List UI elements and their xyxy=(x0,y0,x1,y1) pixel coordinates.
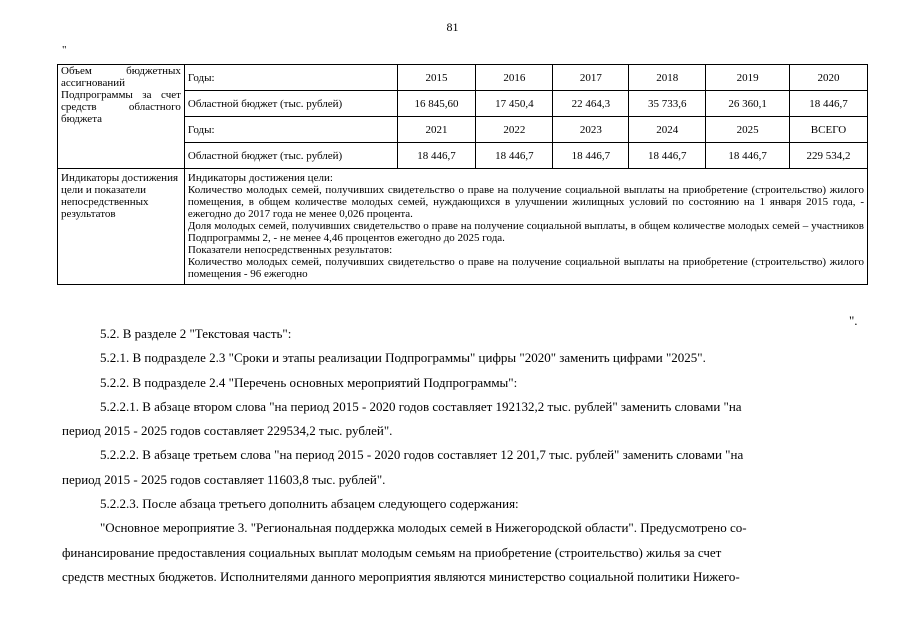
year-cell: 2024 xyxy=(629,117,706,143)
value-cell: 35 733,6 xyxy=(629,91,706,117)
value-cell: 18 446,7 xyxy=(706,143,790,169)
opening-quote-mark: " xyxy=(62,44,67,56)
paragraph: "Основное мероприятие 3. "Региональная поддержка молодых семей в Нижегородской области". Предусмотрено со- xyxy=(100,520,747,536)
amendment-text xyxy=(62,322,860,589)
year-cell: 2021 xyxy=(397,117,476,143)
year-cell: 2016 xyxy=(476,65,553,91)
budget-label-cell: Объем бюджетных ассигнований Подпрограммы за счет средств областного бюджета xyxy=(58,65,185,169)
value-cell: 18 446,7 xyxy=(397,143,476,169)
value-cell: 18 446,7 xyxy=(790,91,868,117)
results-heading: Показатели непосредственных результатов: xyxy=(187,244,393,256)
year-cell: 2018 xyxy=(629,65,706,91)
page-number: 81 xyxy=(446,20,459,34)
result-item: Количество молодых семей, получивших свидетельство о праве на получение социальной выплаты на приобретение (строительство) жилого помещения - 96 ежегодно xyxy=(187,256,864,280)
value-cell: 26 360,1 xyxy=(706,91,790,117)
value-cell: 22 464,3 xyxy=(553,91,629,117)
paragraph: 5.2.1. В подразделе 2.3 "Сроки и этапы реализации Подпрограммы" цифры "2020" заменить цифрами "2025". xyxy=(100,350,706,366)
year-cell: 2019 xyxy=(706,65,790,91)
paragraph: средств местных бюджетов. Исполнителями данного мероприятия являются министерство социальной политики Нижего- xyxy=(62,568,740,584)
years-row-1 xyxy=(58,65,868,91)
paragraph: период 2015 - 2025 годов составляет 11603,8 тыс. рублей". xyxy=(62,471,386,487)
value-cell: 17 450,4 xyxy=(476,91,553,117)
paragraph: 5.2.2.1. В абзаце втором слова "на период 2015 - 2020 годов составляет 192132,2 тыс. рублей" заменить словами "на xyxy=(100,398,742,414)
paragraph: 5.2.2.3. После абзаца третьего дополнить абзацем следующего содержания: xyxy=(100,496,519,512)
year-cell: 2017 xyxy=(553,65,629,91)
total-value-cell: 229 534,2 xyxy=(790,143,868,169)
indicators-label-cell: Индикаторы достижения цели и показатели непосредственных результатов xyxy=(58,169,185,285)
indicator-item: Количество молодых семей, получивших свидетельство о праве на получение социальной выплаты на приобретение (строительство) жилого помещения, в общем количестве молодых семей, нуждающихся в улучшении жилищных условий по состоянию на 1 января 2015 года, - ежегодно до 2017 года не менее 0,026 процента. xyxy=(187,184,864,220)
program-passport-table xyxy=(57,64,868,285)
year-cell: 2022 xyxy=(476,117,553,143)
year-cell: 2023 xyxy=(553,117,629,143)
paragraph: 5.2.2. В подразделе 2.4 "Перечень основных мероприятий Подпрограммы": xyxy=(100,374,518,390)
closing-quote-mark: ". xyxy=(849,313,858,328)
years-label: Годы: xyxy=(184,117,397,143)
year-cell: 2025 xyxy=(706,117,790,143)
indicators-text-cell xyxy=(184,169,867,285)
years-label: Годы: xyxy=(184,65,397,91)
paragraph: 5.2. В разделе 2 "Текстовая часть": xyxy=(100,326,292,341)
paragraph: финансирование предоставления социальных выплат молодым семьям на приобретение (строительство) жилья за счет xyxy=(62,544,722,560)
paragraph: период 2015 - 2025 годов составляет 229534,2 тыс. рублей". xyxy=(62,423,393,439)
value-cell: 16 845,60 xyxy=(397,91,476,117)
indicators-heading: Индикаторы достижения цели: xyxy=(187,172,333,184)
indicators-row xyxy=(58,169,868,285)
value-cell: 18 446,7 xyxy=(476,143,553,169)
value-cell: 18 446,7 xyxy=(629,143,706,169)
value-cell: 18 446,7 xyxy=(553,143,629,169)
year-cell: 2020 xyxy=(790,65,868,91)
budget-label: Областной бюджет (тыс. рублей) xyxy=(184,143,397,169)
budget-label: Областной бюджет (тыс. рублей) xyxy=(184,91,397,117)
paragraph: 5.2.2.2. В абзаце третьем слова "на период 2015 - 2020 годов составляет 12 201,7 тыс. рублей" заменить словами "на xyxy=(100,447,744,463)
year-cell: 2015 xyxy=(397,65,476,91)
indicator-item: Доля молодых семей, получивших свидетельство о праве на получение социальной выплаты, в общем количестве молодых семей – участников Подпрограммы 2, - не менее 4,46 процентов ежегодно до 2025 года. xyxy=(187,220,864,244)
total-header-cell: ВСЕГО xyxy=(790,117,868,143)
